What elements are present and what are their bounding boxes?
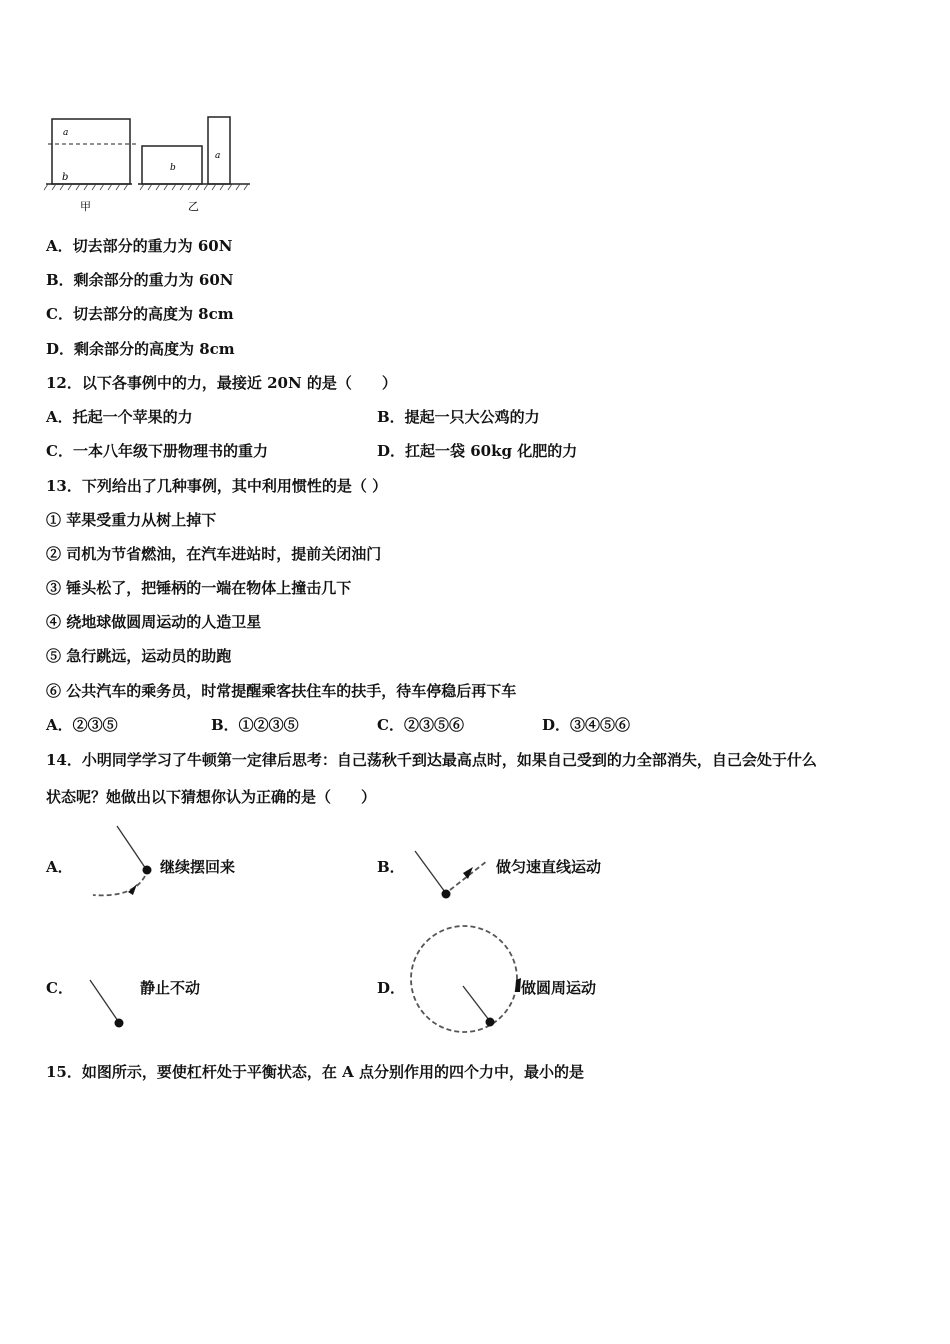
pendulum-circular-diagram: [405, 922, 523, 1040]
label-b-jia: b: [62, 172, 69, 183]
q13-stem: 13．下列给出了几种事例，其中利用惯性的是（ ）: [46, 477, 388, 495]
label-a-jia: a: [63, 128, 69, 138]
q14-stem-line1: 14．小明同学学习了牛顿第一定律后思考：自己荡秋千到达最高点时，如果自己受到的力全部消失，自己会处于什么: [46, 751, 817, 769]
q13-option-b: B．①②③⑤: [211, 716, 299, 734]
q14-figure-d: [405, 922, 523, 1040]
pendulum-static-diagram: [85, 975, 130, 1035]
q11-option-b: B．剩余部分的重力为 60N: [46, 271, 234, 289]
label-yi: 乙: [188, 200, 199, 213]
q11-option-d: D．剩余部分的高度为 8cm: [46, 340, 235, 358]
q11-option-a: A．切去部分的重力为 60N: [46, 237, 233, 255]
pendulum-swing-back-diagram: [85, 822, 165, 907]
q14-figure-b: [405, 845, 500, 905]
q12-stem: 12．以下各事例中的力，最接近 20N 的是（ ）: [46, 374, 397, 392]
q14-option-c-label: C．: [46, 979, 73, 997]
blocks-diagram: [40, 110, 260, 215]
q12-option-a: A．托起一个苹果的力: [46, 408, 193, 426]
q14-option-d-label: D．: [377, 979, 406, 997]
q14-figure-c: [85, 975, 130, 1035]
q15-stem: 15．如图所示，要使杠杆处于平衡状态，在 A 点分别作用的四个力中，最小的是: [46, 1063, 584, 1081]
q13-option-c: C．②③⑤⑥: [377, 716, 464, 734]
q13-item-5: ⑤ 急行跳远，运动员的助跑: [46, 647, 232, 665]
label-jia: 甲: [80, 200, 91, 213]
q13-item-4: ④ 绕地球做圆周运动的人造卫星: [46, 613, 262, 631]
figure-blocks: [40, 110, 260, 215]
label-a-yi: a: [215, 151, 221, 161]
q12-option-c: C．一本八年级下册物理书的重力: [46, 442, 268, 460]
q13-option-a: A．②③⑤: [46, 716, 118, 734]
q14-option-c-text: 静止不动: [140, 979, 201, 997]
label-b-yi: b: [170, 163, 176, 173]
q13-item-6: ⑥ 公共汽车的乘务员，时常提醒乘客扶住车的扶手，待车停稳后再下车: [46, 682, 517, 700]
q13-item-3: ③ 锤头松了，把锤柄的一端在物体上撞击几下: [46, 579, 352, 597]
pendulum-straight-line-diagram: [405, 845, 500, 905]
q14-figure-a: [85, 822, 165, 907]
q13-option-d: D．③④⑤⑥: [542, 716, 631, 734]
q14-option-b-label: B．: [377, 858, 405, 876]
q12-option-d: D．扛起一袋 60kg 化肥的力: [377, 442, 578, 460]
q14-option-b-text: 做匀速直线运动: [496, 858, 602, 876]
q13-item-2: ② 司机为节省燃油，在汽车进站时，提前关闭油门: [46, 545, 382, 563]
q14-option-a-label: A．: [46, 858, 73, 876]
q12-option-b: B．提起一只大公鸡的力: [377, 408, 540, 426]
q13-item-1: ① 苹果受重力从树上掉下: [46, 511, 217, 529]
q14-option-a-text: 继续摆回来: [160, 858, 236, 876]
q11-option-c: C．切去部分的高度为 8cm: [46, 305, 234, 323]
q14-stem-line2: 状态呢？她做出以下猜想你认为正确的是（ ）: [46, 788, 377, 806]
q14-option-d-text: 做圆周运动: [521, 979, 597, 997]
